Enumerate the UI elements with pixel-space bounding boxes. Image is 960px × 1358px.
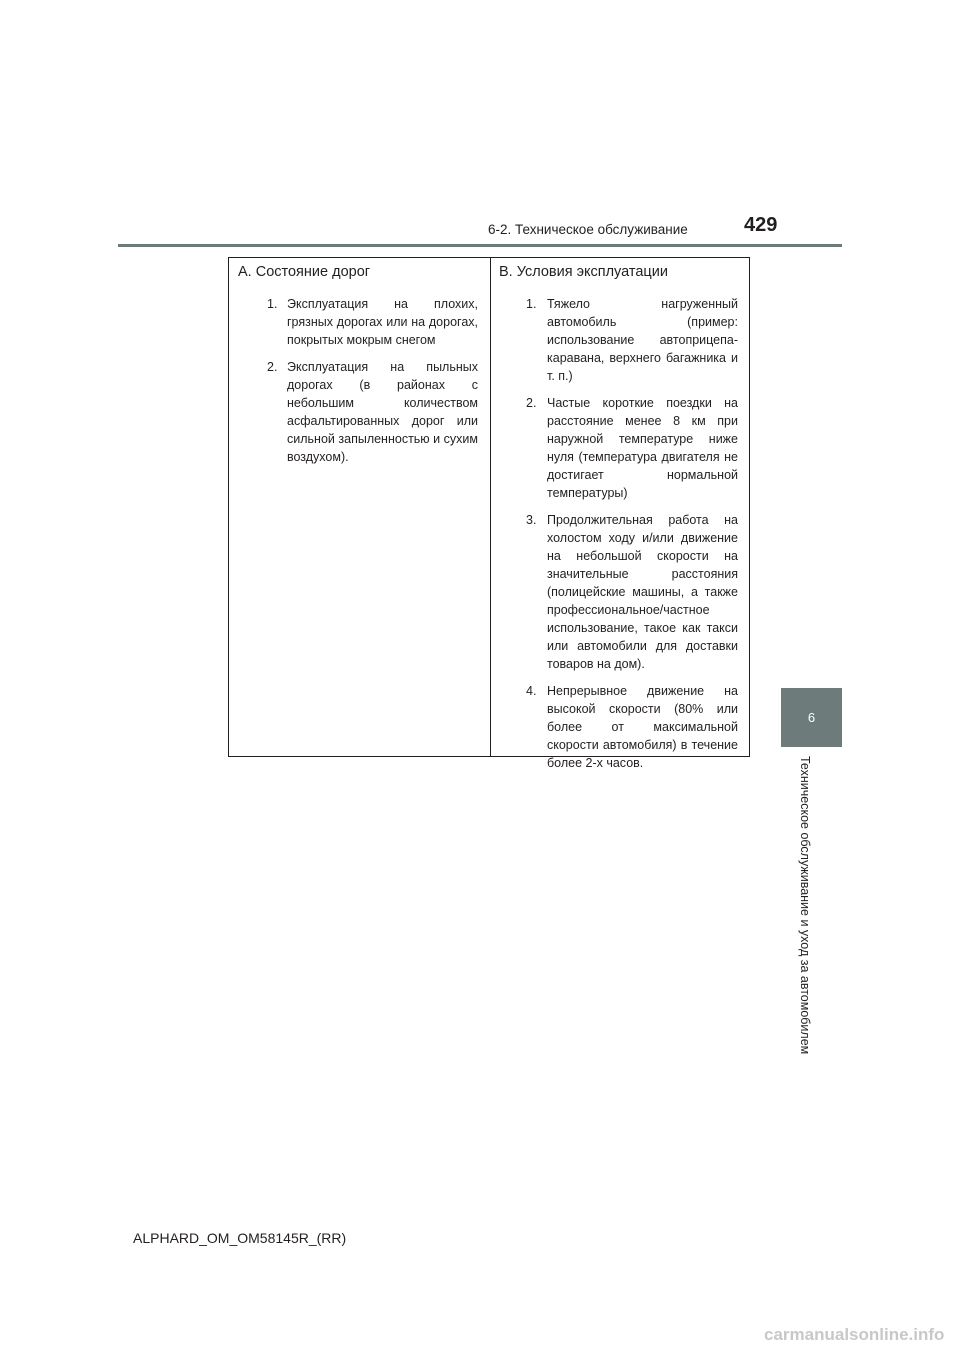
item-number: 3. [526, 513, 537, 527]
item-number: 1. [267, 297, 278, 311]
operating-conditions-column [490, 258, 750, 770]
section-title: 6-2. Техническое обслуживание [488, 222, 688, 237]
item-number: 2. [526, 396, 537, 410]
item-text: Непрерывное движение на высокой скорости (80% или более от максимальной скорости автомобиля) в течение более 2-х часов. [547, 684, 738, 770]
item-text: Эксплуатация на пыльных дорогах (в районах с небольшим количеством асфальтированных дорог или сильной запыленностью и сухим воздухом). [287, 360, 478, 464]
list-item [229, 295, 478, 349]
list-item [490, 394, 738, 502]
road-conditions-list [229, 295, 478, 475]
list-item [229, 358, 478, 466]
item-text: Частые короткие поездки на расстояние менее 8 км при наружной температуре ниже нуля (температура двигателя не достигает нормальной температуры) [547, 396, 738, 500]
item-number: 2. [267, 360, 278, 374]
road-conditions-title: A. Состояние дорог [238, 264, 371, 280]
item-number: 4. [526, 684, 537, 698]
list-item [490, 295, 738, 385]
road-conditions-column [229, 258, 491, 756]
conditions-table [228, 257, 750, 770]
chapter-title-vertical: Техническое обслуживание и уход за автомобилем [798, 756, 812, 1055]
list-item [490, 511, 738, 673]
chapter-tab: 6 [781, 688, 842, 747]
page-number: 429 [744, 214, 778, 236]
watermark: carmanualsonline.info [764, 1325, 945, 1344]
list-item [490, 682, 738, 772]
operating-conditions-title: B. Условия эксплуатации [499, 264, 668, 280]
operating-conditions-list [490, 295, 738, 781]
item-text: Продолжительная работа на холостом ходу и/или движение на небольшой скорости на значительные расстояния (полицейские машины, а также профессиональное/частное использование, такое как такси или автомобили для доставки товаров на дом). [547, 513, 738, 671]
header-divider [118, 244, 842, 247]
item-text: Эксплуатация на плохих, грязных дорогах или на дорогах, покрытых мокрым снегом [287, 297, 478, 347]
item-number: 1. [526, 297, 537, 311]
item-text: Тяжело нагруженный автомобиль (пример: использование автоприцепа-каравана, верхнего багажника и т. п.) [547, 297, 738, 383]
document-code: ALPHARD_OM_OM58145R_(RR) [133, 1230, 347, 1246]
